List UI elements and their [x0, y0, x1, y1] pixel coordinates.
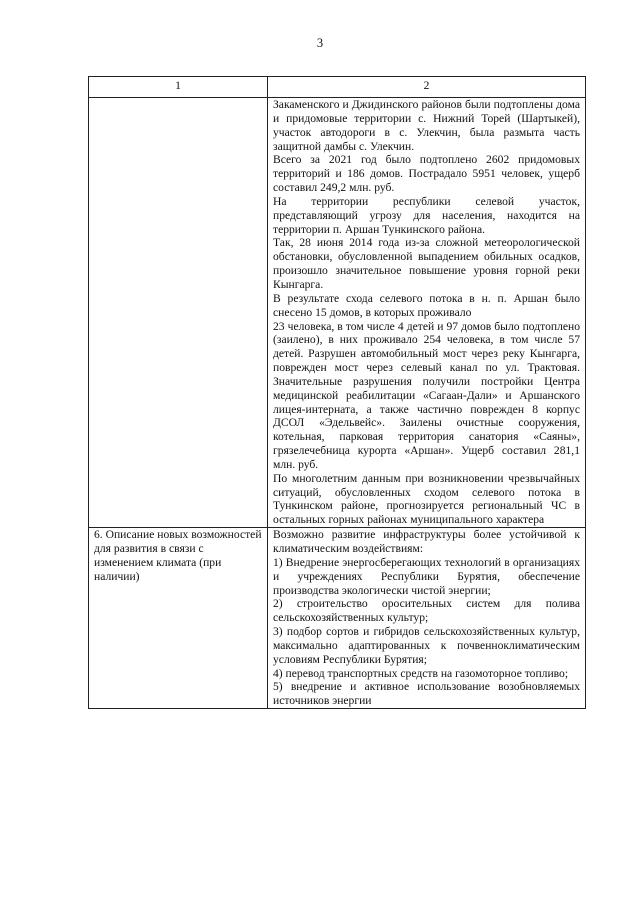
paragraph: 4) перевод транспортных средств на газомоторное топливо;: [273, 666, 569, 680]
paragraph: 2) строительство оросительных систем для полива сельскохозяйственных культур;: [273, 597, 580, 625]
paragraph: 5) внедрение и активное использование возобновляемых источников энергии: [273, 680, 580, 708]
table-header-row: [89, 77, 586, 98]
paragraph: Возможно развитие инфраструктуры более устойчивой к климатическим воздействиям:: [273, 528, 580, 555]
paragraph: Так, 28 июня 2014 года из-за сложной метеорологической обстановки, обусловленной выпадением обильных осадков, произошло значительное повышение уровня горной реки Кынгарга.: [273, 236, 580, 291]
paragraph: На территории республики селевой участок, представляющий угрозу для населения, находится на территории п. Аршан Тункинского района.: [273, 194, 580, 236]
page-number: 3: [316, 36, 324, 50]
row1-left-cell: [89, 98, 268, 528]
paragraph: Закаменского и Джидинского районов были подтоплены дома и придомовые территории с. Нижний Торей (Шартыкей), участок автодороги в с. Улекчин, была размыта часть защитной дамбы с. Улекчин.: [273, 98, 580, 153]
column-header-1: 1: [89, 77, 268, 98]
row2-left-cell: 6. Описание новых возможностей для развития в связи с изменением климата (при наличии): [89, 528, 268, 709]
paragraph: По многолетним данным при возникновении чрезвычайных ситуаций, обусловленных сходом селевого потока в Тункинском районе, прогнозируется региональный ЧС в остальных горных районах муниципального характера: [273, 471, 580, 527]
climate-table: [88, 76, 586, 709]
paragraph: 3) подбор сортов и гибридов сельскохозяйственных культур, максимально адаптированных к почвенноклиматическим условиям Республики Бурятия;: [273, 625, 580, 666]
paragraph: В результате схода селевого потока в н. п. Аршан было снесено 15 домов, в которых проживало: [273, 291, 580, 319]
paragraph: 23 человека, в том числе 4 детей и 97 домов было подтоплено (заилено), в них проживало 254 человека, в том числе 57 детей. Разрушен автомобильный мост через реку Кынгарга, поврежден мост через селевый канал по ул. Трактовая. Значительные разрушения получили постройки Центра медицинской реабилитации «Сагаан-Дали» и Аршанского лицея-интерната, а также частично поврежден 8 корпус ДСОЛ «Эдельвейс». Заилены очистные сооружения, котельная, парковая территория санатория «Саяны», грязелечебница курорта «Аршан». Ущерб составил 281,1 млн. руб.: [273, 319, 580, 471]
paragraph: 1) Внедрение энергосберегающих технологий в организациях и учреждениях Республики Бурятия, обеспечение производства экологически чистой энергии;: [273, 555, 580, 597]
row1-right-cell: [268, 98, 586, 528]
row2-right-cell: [268, 528, 586, 709]
table-row-opportunities: [89, 528, 586, 709]
paragraph: Всего за 2021 год было подтоплено 2602 придомовых территорий и 186 домов. Пострадало 5951 человек, ущерб составил 249,2 млн. руб.: [273, 153, 580, 195]
column-header-2: 2: [268, 77, 586, 98]
table-row-continuation: [89, 98, 586, 528]
